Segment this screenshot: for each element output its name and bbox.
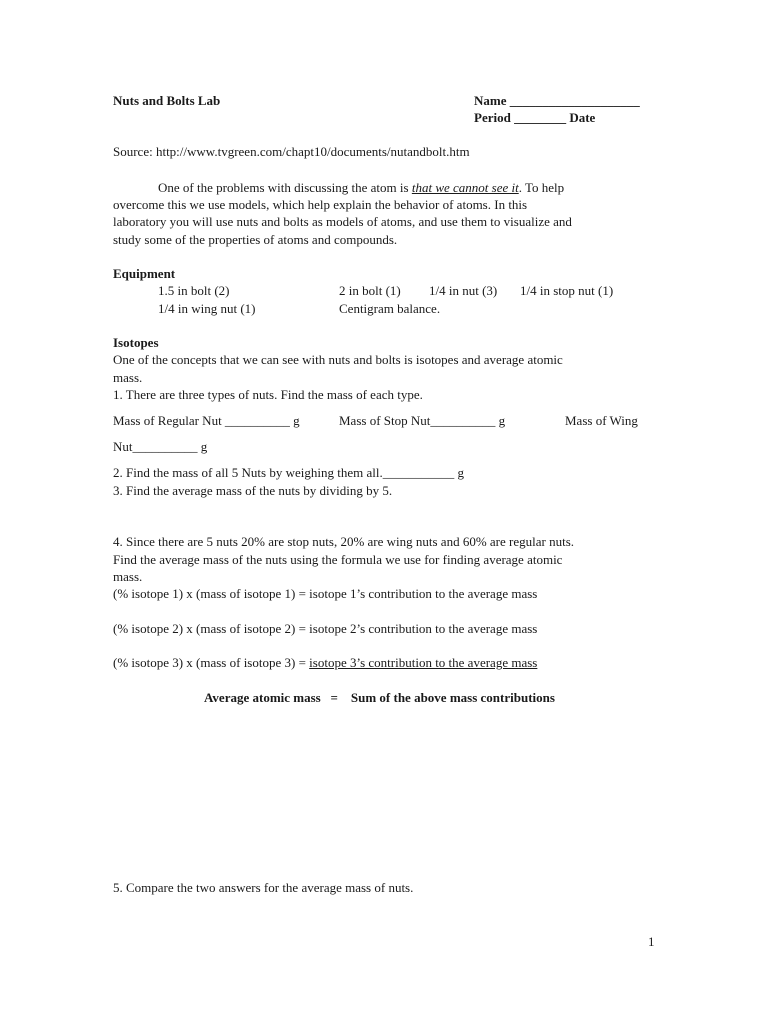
page-title: Nuts and Bolts Lab <box>113 93 221 108</box>
question-4-line-2: Find the average mass of the nuts using the formula we use for finding average atomic <box>113 552 563 567</box>
formula-isotope-1: (% isotope 1) x (mass of isotope 1) = isotope 1’s contribution to the average mass <box>113 586 538 601</box>
intro-line-2: overcome this we use models, which help explain the behavior of atoms. In this <box>113 197 528 212</box>
question-5: 5. Compare the two answers for the average mass of nuts. <box>113 880 414 895</box>
intro-line-1 <box>158 179 564 196</box>
name-field-line: Name ____________________ <box>474 93 640 108</box>
average-atomic-mass-formula: Average atomic mass = Sum of the above mass contributions <box>204 690 555 705</box>
question-4-line-1: 4. Since there are 5 nuts 20% are stop nuts, 20% are wing nuts and 60% are regular nuts. <box>113 534 575 549</box>
question-1: 1. There are three types of nuts. Find the mass of each type. <box>113 387 423 402</box>
isotopes-intro-line-2: mass. <box>113 370 143 385</box>
intro-line-4: study some of the properties of atoms and compounds. <box>113 232 398 247</box>
intro-emphasis: that we cannot see it <box>411 180 519 195</box>
question-4-line-3: mass. <box>113 569 143 584</box>
question-3: 3. Find the average mass of the nuts by dividing by 5. <box>113 483 393 498</box>
isotopes-intro-line-1: One of the concepts that we can see with nuts and bolts is isotopes and average atomic <box>113 352 563 367</box>
equipment-item: 1/4 in wing nut (1) <box>158 301 256 316</box>
question-2: 2. Find the mass of all 5 Nuts by weighing them all.___________ g <box>113 465 464 480</box>
mass-wing-nut-blank: Nut__________ g <box>113 439 208 454</box>
page-number: 1 <box>648 934 655 949</box>
equipment-item: Centigram balance. <box>339 301 441 316</box>
isotopes-heading: Isotopes <box>113 335 159 350</box>
equipment-heading: Equipment <box>113 266 176 281</box>
intro-line-3: laboratory you will use nuts and bolts as models of atoms, and use them to visualize and <box>113 214 572 229</box>
formula-isotope-2: (% isotope 2) x (mass of isotope 2) = isotope 2’s contribution to the average mass <box>113 621 538 636</box>
formula-isotope-3-left: (% isotope 3) x (mass of isotope 3) = <box>113 655 310 670</box>
mass-stop-nut-blank: Mass of Stop Nut__________ g <box>339 413 506 428</box>
equipment-item: 1/4 in stop nut (1) <box>520 283 614 298</box>
mass-wing-nut-label: Mass of Wing <box>565 413 638 428</box>
intro-text-before: One of the problems with discussing the atom is <box>158 180 412 195</box>
equipment-item: 1.5 in bolt (2) <box>158 283 230 298</box>
equipment-item: 2 in bolt (1) <box>339 283 401 298</box>
equipment-item: 1/4 in nut (3) <box>429 283 498 298</box>
formula-isotope-3-right: isotope 3’s contribution to the average mass <box>309 655 538 670</box>
intro-text-after: . To help <box>518 180 565 195</box>
formula-isotope-3 <box>113 654 537 671</box>
source-line: Source: http://www.tvgreen.com/chapt10/documents/nutandbolt.htm <box>113 144 470 159</box>
period-date-line: Period ________ Date <box>474 110 596 125</box>
mass-regular-nut-blank: Mass of Regular Nut __________ g <box>113 413 300 428</box>
